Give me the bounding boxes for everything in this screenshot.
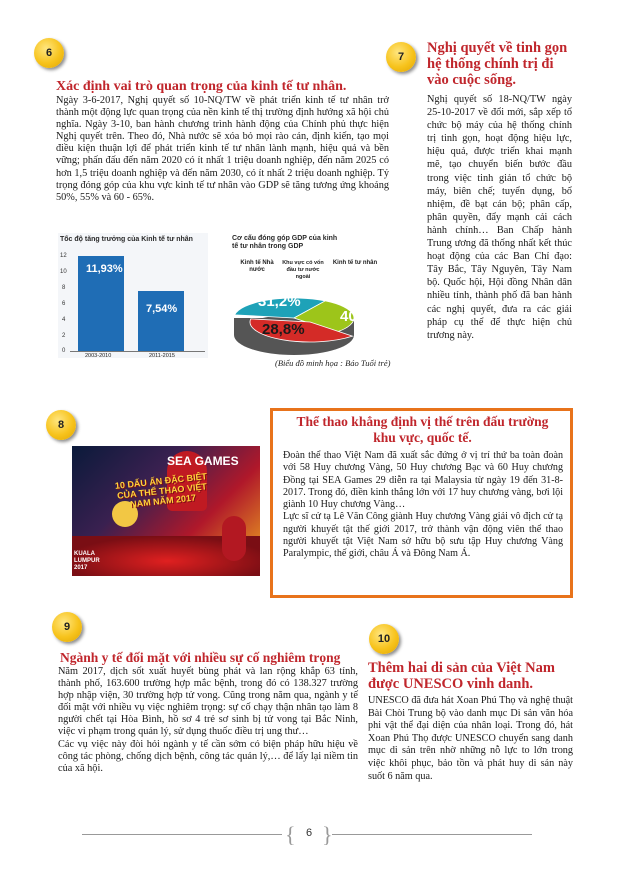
item-7-title: Nghị quyết về tinh gọn hệ thống chính trị đi vào cuộc sống. [427, 40, 568, 88]
bar-tick: 12 [60, 253, 67, 259]
photo-sea-games: SEA GAMES [167, 454, 239, 468]
item-8-title: Thể thao khẳng định vị thế trên đấu trường khu vực, quốc tế. [296, 414, 549, 445]
item-10-title: Thêm hai di sản của Việt Nam được UNESCO vinh danh. [368, 660, 555, 692]
item-10-badge: 10 [369, 624, 399, 654]
item-8-badge: 8 [46, 410, 76, 440]
bar-tick: 10 [60, 269, 67, 275]
bar-chart [58, 233, 208, 358]
photo-kuala: KUALA LUMPUR 2017 [74, 551, 100, 571]
footer-brace-left: { [285, 822, 296, 847]
pie-legend-label: Kinh tế Nhà nước [240, 260, 274, 273]
item-7-badge: 7 [386, 42, 416, 72]
pie-chart-title: Cơ cấu đóng góp GDP của kinh tế tư nhân trong GDP [232, 235, 338, 250]
item-7-body: Nghị quyết số 18-NQ/TW ngày 25-10-2017 về đổi mới, sắp xếp tổ chức bộ máy của hệ thống chính trị tinh gọn, hoạt động hiệu lực, hiệu quả, được triển khai mạnh mẽ, tạo chuyển biến bước đầu trong việc tinh giản tổ chức bộ máy, biên chế; tuyển dụng, bổ nhiệm, đề bạt cán bộ; phân cấp, phân quyền, đẩy mạnh cải cách hành chính… Ban Chấp hành Trung ương đã thống nhất kết thúc hoạt động của các Ban Chỉ đạo: Tây Bắc, Tây Nguyên, Tây Nam bộ. Quốc hội, Hội đồng Nhân dân nhiều tỉnh, thành phố đã ban hành các nghị quyết, đưa ra các giải pháp cụ thể để thực hiện chủ trương này. [427, 94, 572, 341]
item-9-body: Năm 2017, dịch sốt xuất huyết bùng phát và lan rộng khắp 63 tỉnh, thành phố, 163.600 trường hợp mắc bệnh, trong đó có 138.327 trường hợp nhập viện, 30 trường hợp tử vong. Cũng trong năm qua, ngành y tế đối mặt với nhiều vụ việc nghiêm trọng: sự cố chạy thận nhân tạo làm 8 người chết tại Hòa Bình, hồ sơ 4 trẻ sơ sinh bị tử vong tại Bắc Ninh, việc vi phạm trong quản lý, sử dụng thuốc điều trị ung thư… Các vụ việc này đòi hỏi ngành y tế cần sớm có biện pháp hữu hiệu về công tác phòng, chống dịch bệnh, công tác quản lý,… để lấy lại niềm tin của xã hội. [58, 666, 358, 774]
bar-tick: 0 [62, 348, 66, 354]
item-9-badge: 9 [52, 612, 82, 642]
bar-label-2003-2010: 11,93% [86, 263, 123, 275]
item-6-body: Ngày 3-6-2017, Nghị quyết số 10-NQ/TW về phát triển kinh tế tư nhân trở thành một động lực quan trọng của nền kinh tế thị trường định hướng xã hội chủ nghĩa. Ngày 3-10, ban hành chương trình hành động của Chính phủ thực hiện Nghị quyết trên. Theo đó, Nhà nước sẽ xóa bỏ mọi rào cản, định kiến, tạo mọi điều kiện thuận lợi để phát triển kinh tế tư nhân lành mạnh, hiệu quả và bền vững; phấn đấu đến năm 2020 có ít nhất 1 triệu doanh nghiệp, đến năm 2025 có hơn 1,5 triệu doanh nghiệp và đến năm 2030, có ít nhất 2 triệu doanh nghiệp. Tỷ trọng đóng góp của khu vực kinh tế tư nhân vào GDP sẽ tăng tương ứng khoảng 50%, 55% và 60 - 65%. [56, 95, 389, 203]
item-8-box [270, 408, 573, 598]
sports-photo [72, 446, 260, 576]
pie-legend-label: Khu vực có vốn đầu tư nước ngoài [282, 260, 324, 280]
bar-2011-2015 [138, 291, 184, 351]
bar-axis [70, 351, 205, 352]
bar-label-2011-2015: 7,54% [146, 303, 178, 315]
bar-category-label: 2003-2010 [85, 353, 112, 359]
bar-chart-title: Tốc độ tăng trưởng của Kinh tế tư nhân [60, 236, 193, 243]
pie-chart [230, 233, 390, 358]
photo-headline: 10 DẤU ẤN ĐẶC BIỆT CỦA THỂ THAO VIỆT NAM NĂM 2017 [114, 471, 208, 510]
footer-line-left [82, 834, 282, 835]
item-10-body: UNESCO đã đưa hát Xoan Phú Thọ và nghệ thuật Bài Chòi Trung bộ vào danh mục Di sản văn hóa phi vật thể đại diện của nhân loại. Trong đó, hát Xoan Phú Thọ được UNESCO chuyển sang danh mục di sản trên nhờ những nỗ lực to lớn trong việc khôi phục, bảo tồn và phát huy di sản này suốt 6 năm qua. [368, 695, 573, 782]
pie-label-31: 31,2% [258, 293, 301, 310]
item-6-title: Xác định vai trò quan trọng của kinh tế tư nhân. [56, 79, 347, 94]
bar-tick: 6 [62, 301, 66, 307]
pie-legend-label: Kinh tế tư nhân [332, 260, 378, 266]
footer-brace-right: } [322, 822, 333, 847]
item-9-title: Ngành y tế đối mặt với nhiều sự cố nghiêm trọng [60, 650, 341, 665]
bar-category-label: 2011-2015 [149, 353, 175, 359]
bar-tick: 8 [62, 285, 66, 291]
page-number: 6 [305, 827, 313, 839]
bar-tick: 2 [62, 333, 66, 339]
chart-caption: (Biểu đồ minh họa : Báo Tuổi trẻ) [275, 358, 391, 368]
footer-line-right [332, 834, 532, 835]
bar-tick: 4 [62, 317, 66, 323]
item-6-badge: 6 [34, 38, 64, 68]
pie-label-28: 28,8% [262, 321, 305, 338]
pie-label-40: 40% [340, 308, 371, 325]
item-8-body: Đoàn thể thao Việt Nam đã xuất sắc đứng ở vị trí thứ ba toàn đoàn với 58 Huy chương Vàng, 50 Huy chương Bạc và 60 Huy chương Đồng tại SEA Games 29 diễn ra tại Malaysia từ ngày 19 đến 31-8-2017. Trong đó, điền kinh thắng lớn với 17 huy chương vàng, bơi lội giành 10 Huy chương Vàng… Lực sĩ cử tạ Lê Văn Công giành Huy chương Vàng giải vô địch cử tạ người khuyết tật thế giới 2017, trở thành vận động viên thể thao người khuyết tật Việt Nam sở hữu bộ sưu tập Huy chương Vàng Paralympic, thế giới, châu Á và Đông Nam Á. [283, 450, 563, 560]
